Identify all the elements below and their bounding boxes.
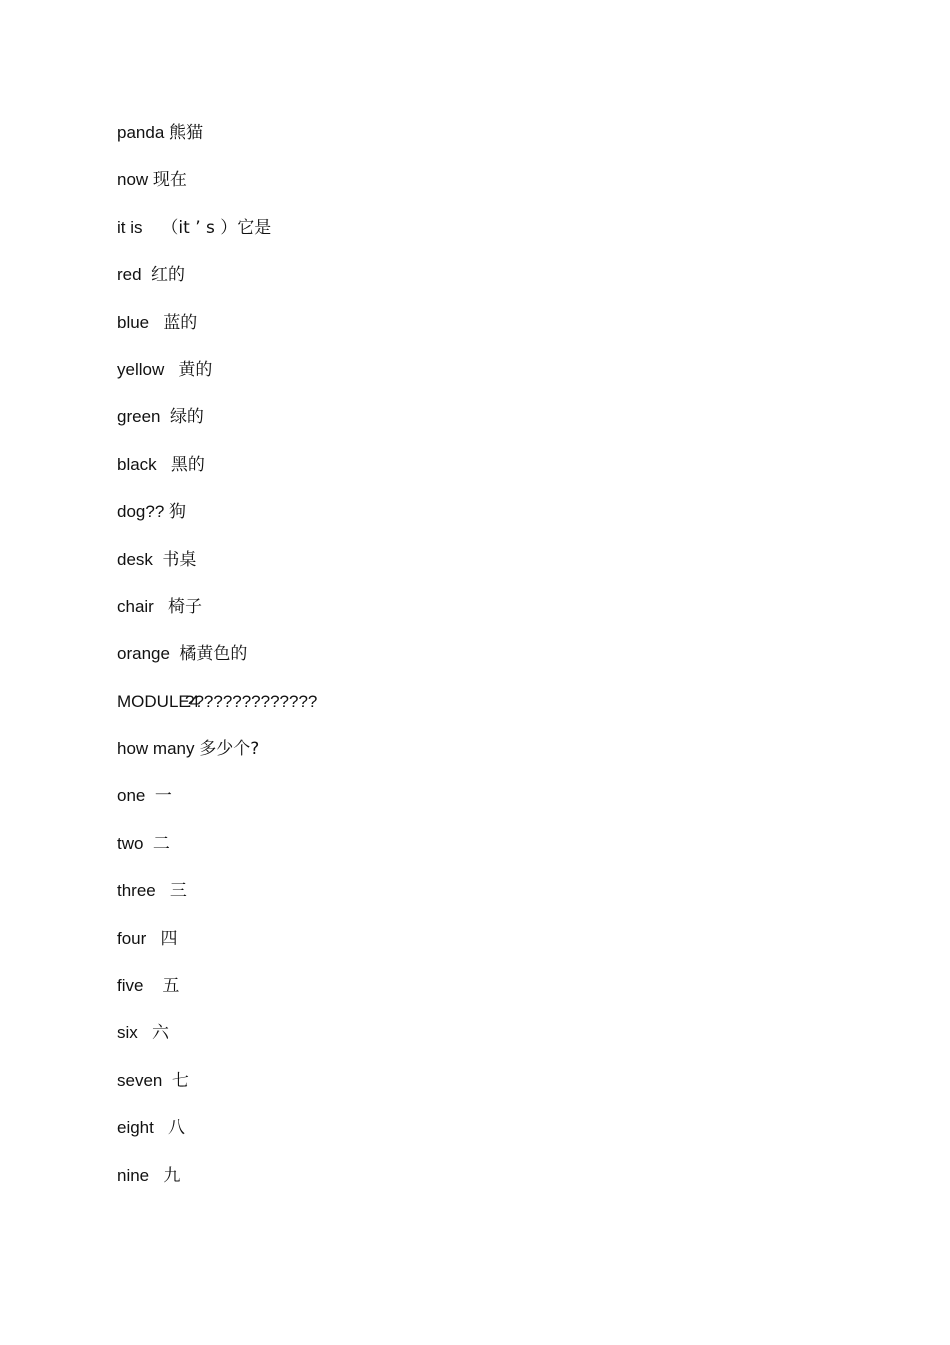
english-word: blue	[117, 312, 150, 332]
english-word: how many	[117, 739, 195, 759]
chinese-translation: 黑的	[170, 454, 205, 475]
chinese-translation: 橘黄色的	[179, 644, 248, 665]
english-word: two	[117, 833, 144, 853]
vocab-item-desk	[117, 547, 271, 594]
chinese-translation: 黄的	[178, 359, 213, 380]
module-title: MODULE4	[117, 691, 200, 711]
chinese-translation: （it ’ s ）它是	[161, 217, 272, 238]
chinese-translation: 红的	[151, 265, 186, 286]
chinese-translation: 蓝的	[163, 312, 198, 333]
vocab-item-nine	[117, 1163, 271, 1210]
chinese-translation: 椅子	[168, 596, 203, 617]
vocab-item-four	[117, 926, 271, 973]
chinese-translation: 书桌	[162, 549, 197, 570]
vocab-item-blue	[117, 310, 271, 357]
vocab-item-panda	[117, 120, 271, 167]
english-word: three	[117, 881, 156, 901]
vocab-item-eight	[117, 1115, 271, 1162]
vocab-item-seven	[117, 1068, 271, 1115]
english-word: six	[117, 1023, 138, 1043]
english-word: now	[117, 170, 149, 190]
english-word: seven	[117, 1070, 163, 1090]
vocab-item-how-many	[117, 736, 271, 783]
vocab-item-black	[117, 452, 271, 499]
english-word: green	[117, 407, 161, 427]
vocab-item-five	[117, 973, 271, 1020]
chinese-translation: 八	[168, 1118, 186, 1139]
chinese-translation: 五	[162, 976, 180, 997]
chinese-translation: 熊猫	[169, 123, 204, 143]
chinese-translation: 九	[163, 1165, 181, 1186]
vocab-item-three	[117, 878, 271, 925]
module-heading	[117, 689, 318, 736]
chinese-translation: 现在	[152, 170, 187, 191]
chinese-translation: 狗	[169, 502, 187, 523]
chinese-translation: 二	[152, 833, 170, 854]
vocab-item-it-is	[117, 215, 271, 262]
english-word: four	[117, 928, 147, 948]
english-word: eight	[117, 1118, 154, 1138]
english-word: five	[117, 976, 144, 996]
vocab-item-six	[117, 1020, 271, 1067]
english-word: it is	[117, 217, 143, 237]
english-word: one	[117, 786, 146, 806]
english-word: desk	[117, 549, 153, 569]
vocab-item-red	[117, 262, 271, 309]
vocab-item-one	[117, 783, 271, 830]
vocab-item-dog	[117, 499, 271, 546]
english-word: nine	[117, 1165, 150, 1185]
english-word: panda	[117, 123, 165, 142]
chinese-translation: 七	[171, 1070, 189, 1091]
vocab-item-chair	[117, 594, 271, 641]
module-garbled-subtitle: ??????????????	[185, 691, 318, 711]
vocab-item-now	[117, 167, 271, 214]
chinese-translation: 六	[151, 1023, 169, 1044]
english-word: yellow	[117, 359, 165, 379]
chinese-translation: 绿的	[169, 407, 204, 428]
chinese-translation: 四	[160, 928, 178, 949]
vocab-item-yellow	[117, 357, 271, 404]
vocab-item-green	[117, 404, 271, 451]
chinese-translation: 一	[154, 786, 172, 807]
vocabulary-list	[117, 120, 318, 1210]
english-word: orange	[117, 644, 170, 664]
vocab-item-two	[117, 831, 271, 878]
english-word: red	[117, 265, 142, 285]
english-word: black	[117, 454, 157, 474]
chinese-translation: 多少个?	[199, 739, 260, 760]
vocab-item-orange	[117, 641, 271, 688]
chinese-translation: 三	[169, 881, 187, 902]
english-word: dog??	[117, 502, 165, 522]
english-word: chair	[117, 596, 154, 616]
